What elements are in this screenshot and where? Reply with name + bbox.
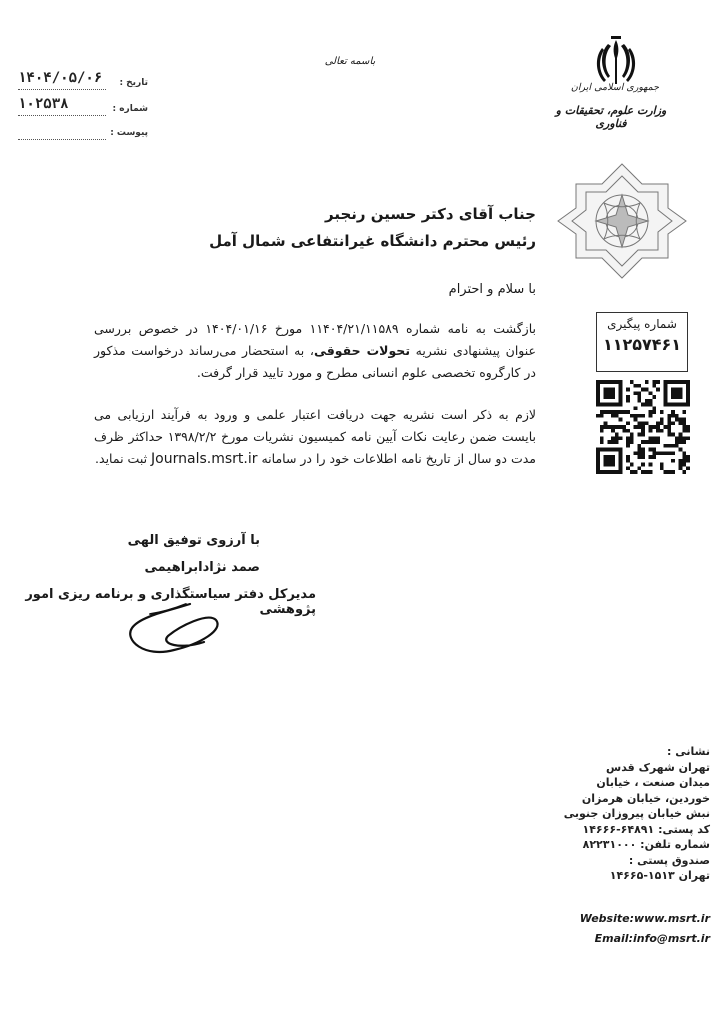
para1-text-a: بازگشت به نامه شماره ۱۱۴۰۴/۲۱/۱۱۵۸۹ مورخ ۱۴۰۴/۰۱/۱۶ در خصوص بررسی عنوان پیشنهادی نشریه (94, 321, 536, 358)
date-line (18, 88, 106, 90)
phone-number: شماره تلفن: ۸۲۲۳۱۰۰۰ (582, 838, 710, 851)
address-line: میدان صنعت ، خیابان (596, 776, 710, 789)
po-box-value: تهران ۱۵۱۳-۱۴۶۶۵ (609, 869, 710, 882)
date-label: تاریخ : (119, 78, 148, 88)
recipient-title: رئیس محترم دانشگاه غیرانتفاعی شمال آمل (209, 232, 536, 250)
signer-name: صمد نژادابراهیمی (144, 560, 260, 575)
address-label: نشانی : (667, 745, 710, 758)
address-line: خوردین، خیابان هرمزان (581, 791, 710, 805)
signer-title: مدیرکل دفتر سیاستگذاری و برنامه ریزی امور پژوهشی (25, 587, 316, 617)
tracking-box (596, 312, 688, 372)
website-link[interactable]: Website:www.msrt.ir (579, 912, 710, 925)
tracking-number: ۱۱۲۵۷۴۶۱ (602, 335, 682, 354)
address-line: نبش خیابان پیروزان جنوبی (563, 807, 710, 820)
body-paragraph-1 (94, 318, 536, 384)
attachment-line (18, 138, 106, 140)
number-line (18, 114, 106, 116)
para2-text-a: لازم به ذکر است نشریه جهت دریافت اعتبار علمی و ورود به فرآیند ارزیابی می بایست ضمن رعایت نکات آیین نامه کمیسیون نشریات مورخ ۱۳۹۸/۲/۲ حداکثر ظرف مدت دو سال از تاریخ نامه اطلاعات خود را در سامانه (94, 407, 536, 466)
para2-text-b: ثبت نماید. (95, 451, 152, 466)
number-value: ۱۰۲۵۳۸ (18, 96, 69, 112)
greeting: با سلام و احترام (448, 282, 536, 297)
address-line: تهران شهرک قدس (606, 760, 710, 774)
email-link[interactable]: Email:info@msrt.ir (594, 932, 710, 945)
journal-name: تحولات حقوقی (313, 343, 411, 358)
qr-code-icon[interactable] (596, 380, 690, 474)
number-label: شماره : (112, 104, 148, 114)
attachment-label: پیوست : (110, 128, 148, 138)
tracking-label: شماره پیگیری (607, 317, 677, 331)
date-value: ۱۴۰۴/۰۵/۰۶ (18, 70, 103, 86)
handwritten-signature (120, 600, 230, 662)
journals-site-link[interactable]: Journals.msrt.ir (151, 451, 258, 467)
recipient-name: جناب آقای دکتر حسین رنجبر (325, 205, 536, 223)
republic-title: جمهوری اسلامی ایران (570, 82, 660, 93)
postal-code: کد پستی: ۶۴۸۹۱-۱۴۶۶۶ (582, 822, 710, 836)
po-box-label: صندوق پستی : (628, 853, 710, 867)
ministry-title: وزارت علوم، تحقیقات و فناوری (555, 104, 667, 130)
ornament-icon (556, 162, 688, 280)
para1-text-b: ، به استحضار می‌رساند درخواست مذکور در کارگروه تخصصی علوم انسانی مطرح و مورد تایید قرار گرفت. (94, 343, 536, 380)
closing-wish: با آرزوی توفیق الهی (127, 533, 260, 548)
address-block (520, 744, 710, 884)
body-paragraph-2 (94, 404, 536, 470)
bismillah: باسمه تعالی (324, 56, 376, 67)
